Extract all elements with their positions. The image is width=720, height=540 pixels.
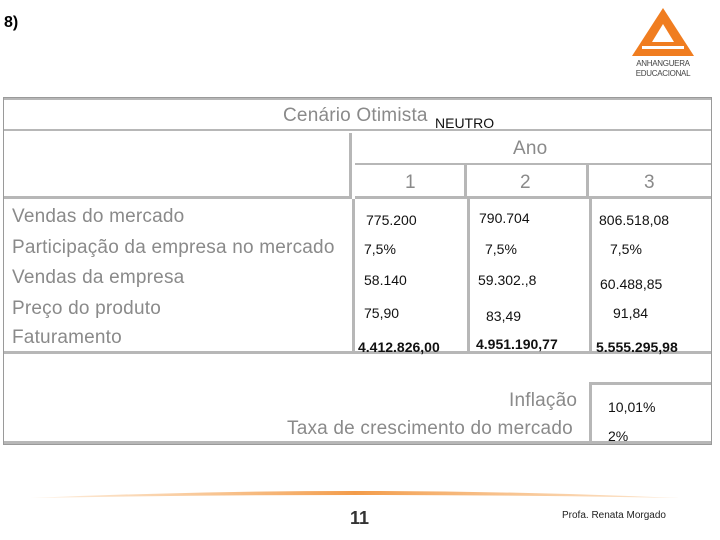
cell-preco-3: 91,84: [613, 305, 649, 321]
row-label-vendas-empresa: Vendas da empresa: [12, 267, 185, 288]
cell-faturamento-3: 5.555.295,98: [596, 339, 678, 355]
cell-faturamento-2: 4.951.190,77: [476, 336, 558, 352]
logo-line1: ANHANGUERA: [636, 59, 690, 68]
cell-vendas-empresa-1: 58.140: [364, 272, 407, 288]
author-credit: Profa. Renata Morgado: [562, 510, 666, 521]
neutral-overlay-title: NEUTRO: [435, 115, 495, 131]
header-empty-cell: [4, 133, 352, 199]
anhanguera-logo: [628, 6, 698, 80]
ano-header-cell: [355, 133, 711, 165]
cell-faturamento-1: 4.412.826,00: [358, 339, 440, 355]
year-1: 1: [405, 172, 416, 193]
year-cell-2: [467, 165, 589, 199]
inflation-label: Inflação: [509, 390, 578, 411]
cell-vendas-mercado-2: 790.704: [479, 210, 530, 226]
cell-vendas-empresa-2: 59.302.,8: [478, 272, 537, 288]
cell-preco-2: 83,49: [486, 308, 522, 324]
cell-preco-1: 75,90: [364, 305, 400, 321]
year-3: 3: [644, 172, 655, 193]
row-label-preco: Preço do produto: [12, 298, 161, 319]
cell-participacao-3: 7,5%: [610, 241, 642, 257]
year-cell-1: [355, 165, 467, 199]
cell-vendas-mercado-3: 806.518,08: [599, 212, 670, 228]
cell-participacao-2: 7,5%: [485, 241, 517, 257]
logo-line2: EDUCACIONAL: [635, 69, 691, 78]
year-cell-3: [589, 165, 711, 199]
growth-value: 2%: [608, 428, 629, 444]
year-2: 2: [520, 172, 531, 193]
table-title-row: [4, 100, 711, 131]
row-label-vendas-mercado: Vendas do mercado: [12, 206, 185, 227]
scenario-table: [3, 97, 712, 445]
row-label-faturamento: Faturamento: [12, 327, 122, 348]
row-label-participacao: Participação da empresa no mercado: [12, 237, 335, 258]
cell-participacao-1: 7,5%: [364, 241, 396, 257]
triangle-logo-icon: [628, 6, 698, 58]
inflation-value: 10,01%: [608, 399, 656, 415]
slide-label: 8): [4, 14, 19, 31]
ano-header: Ano: [513, 138, 548, 159]
cell-vendas-mercado-1: 775.200: [366, 212, 417, 228]
cell-vendas-empresa-3: 60.488,85: [600, 276, 663, 292]
page-number: 11: [350, 508, 370, 528]
growth-label: Taxa de crescimento do mercado: [287, 418, 573, 439]
orange-swoosh-divider: [30, 486, 680, 502]
table-title: Cenário Otimista: [283, 105, 428, 126]
